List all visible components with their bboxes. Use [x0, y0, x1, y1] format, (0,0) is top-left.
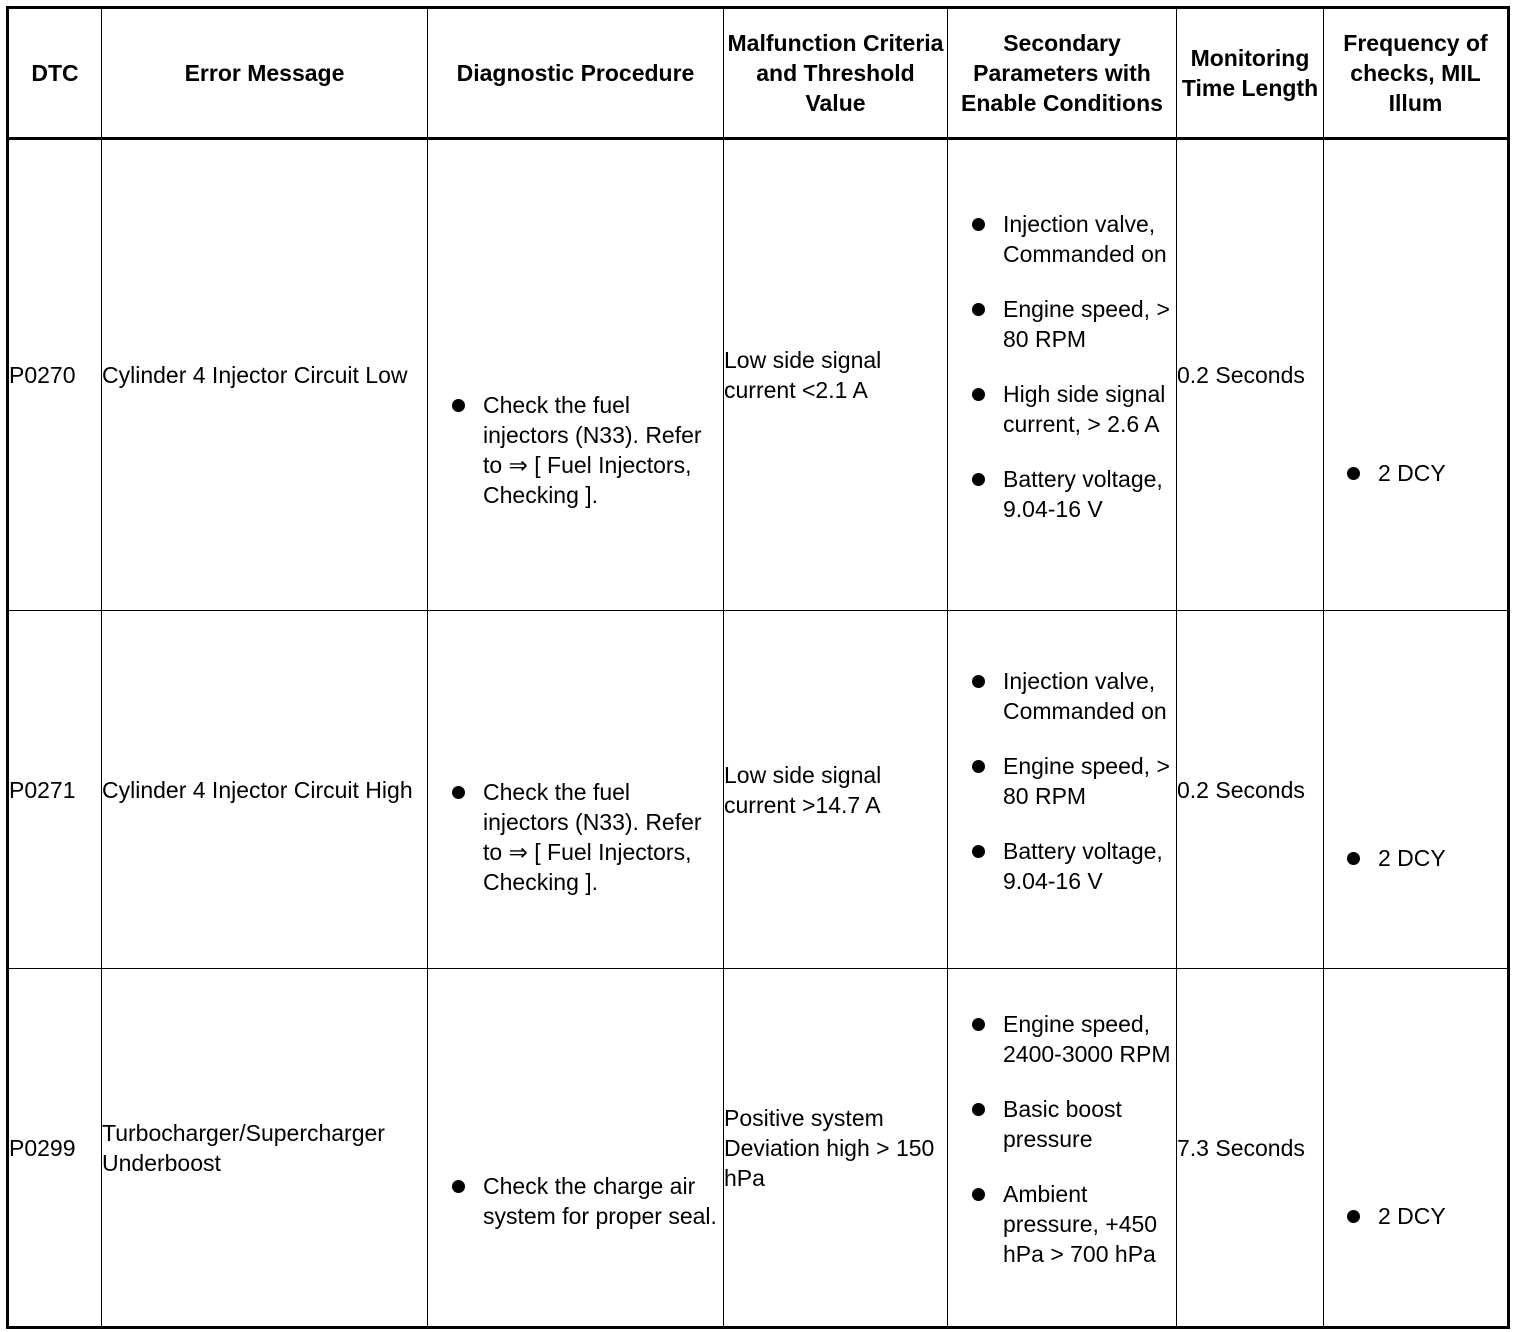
error-message: Cylinder 4 Injector Circuit High: [102, 611, 428, 969]
header-secondary-parameters: Secondary Parameters with Enable Conditions: [948, 8, 1177, 139]
procedure-item: Check the fuel injectors (N33). Refer to ⇒ [ Fuel Injectors, Checking ].: [483, 390, 721, 510]
frequency-item: 2 DCY: [1378, 458, 1507, 488]
table-row: [8, 139, 1509, 611]
header-monitoring-time: Monitoring Time Length: [1177, 8, 1324, 139]
malfunction-criteria: Low side signal current >14.7 A: [724, 611, 948, 969]
header-diagnostic-procedure: Diagnostic Procedure: [428, 8, 724, 139]
frequency: [1324, 611, 1509, 969]
secondary-parameter-item: Engine speed, 2400-3000 RPM: [1003, 1011, 1171, 1067]
dtc-code: P0271: [8, 611, 102, 969]
dtc-table: [6, 6, 1510, 1329]
secondary-parameter-item: Engine speed, > 80 RPM: [1003, 294, 1172, 354]
header-frequency: Frequency of checks, MIL Illum: [1324, 8, 1509, 139]
monitoring-time: 0.2 Seconds: [1177, 611, 1324, 969]
frequency: [1324, 139, 1509, 611]
secondary-parameter-item: Injection valve, Commanded on: [1003, 666, 1172, 726]
secondary-parameter-item: Battery voltage, 9.04-16 V: [1003, 836, 1172, 896]
secondary-parameter-item: Basic boost pressure: [1003, 1094, 1172, 1154]
dtc-code: P0299: [8, 969, 102, 1328]
monitoring-time: 7.3 Seconds: [1177, 969, 1324, 1328]
secondary-parameter-item: Battery voltage, 9.04-16 V: [1003, 464, 1172, 524]
secondary-parameter-item: Engine speed, > 80 RPM: [1003, 751, 1172, 811]
diagnostic-procedure: [428, 611, 724, 969]
header-dtc: DTC: [8, 8, 102, 139]
error-message: Cylinder 4 Injector Circuit Low: [102, 139, 428, 611]
table-row: [8, 969, 1509, 1328]
dtc-code: P0270: [8, 139, 102, 611]
malfunction-criteria: Low side signal current <2.1 A: [724, 139, 948, 611]
secondary-parameter-item: Injection valve, Commanded on: [1003, 209, 1172, 269]
diagnostic-procedure: [428, 139, 724, 611]
secondary-parameters: [948, 611, 1177, 969]
procedure-item: Check the charge air system for proper seal.: [483, 1171, 721, 1231]
secondary-parameters: [948, 139, 1177, 611]
diagnostic-procedure: [428, 969, 724, 1328]
frequency-item: 2 DCY: [1378, 1201, 1507, 1231]
procedure-item: Check the fuel injectors (N33). Refer to ⇒ [ Fuel Injectors, Checking ].: [483, 777, 721, 897]
table-row: [8, 611, 1509, 969]
frequency-item: 2 DCY: [1378, 843, 1507, 873]
monitoring-time: 0.2 Seconds: [1177, 139, 1324, 611]
frequency: [1324, 969, 1509, 1328]
header-error-message: Error Message: [102, 8, 428, 139]
error-message: Turbocharger/Supercharger Underboost: [102, 969, 428, 1328]
header-row: [8, 8, 1509, 139]
secondary-parameter-item: Ambient pressure, +450 hPa > 700 hPa: [1003, 1179, 1172, 1269]
header-malfunction-criteria: Malfunction Criteria and Threshold Value: [724, 8, 948, 139]
malfunction-criteria: Positive system Deviation high > 150 hPa: [724, 969, 948, 1328]
secondary-parameter-item: High side signal current, > 2.6 A: [1003, 379, 1172, 439]
secondary-parameters: [948, 969, 1177, 1328]
